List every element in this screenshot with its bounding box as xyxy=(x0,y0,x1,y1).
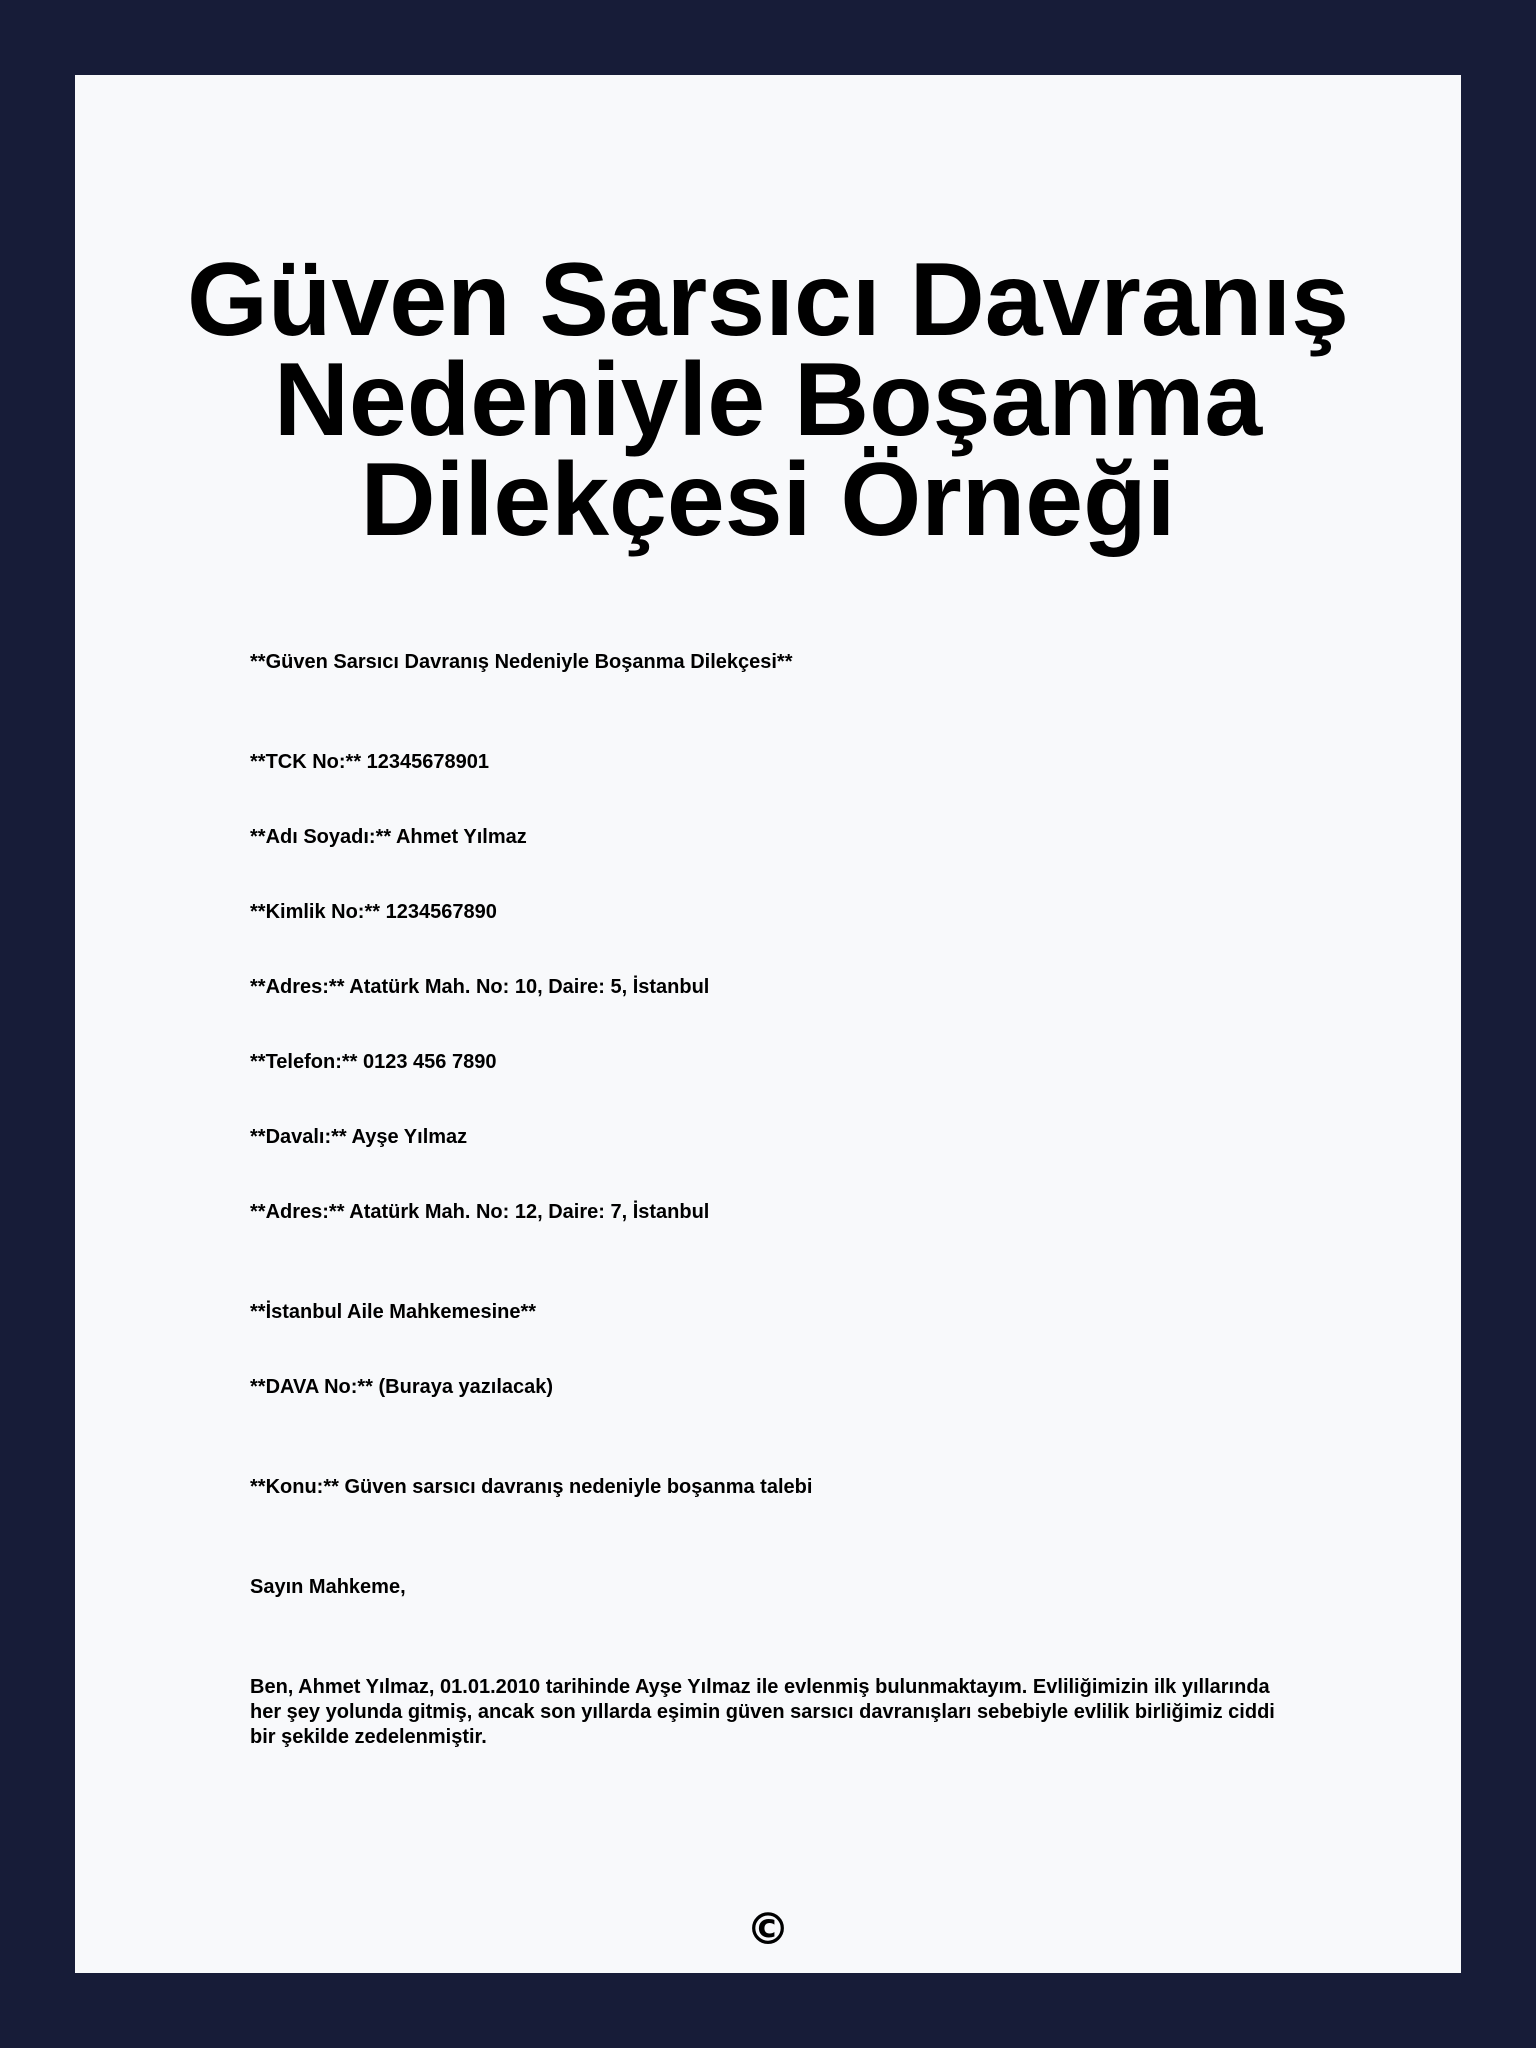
case-number: **DAVA No:** (Buraya yazılacak) xyxy=(250,1376,554,1398)
subject-line: **Konu:** Güven sarsıcı davranış nedeniyle boşanma talebi xyxy=(250,1476,813,1498)
salutation: Sayın Mahkeme, xyxy=(250,1576,406,1598)
document-title: Güven Sarsıcı Davranış Nedeniyle Boşanma Dilekçesi Örneği xyxy=(187,242,1349,558)
field-name: **Adı Soyadı:** Ahmet Yılmaz xyxy=(250,826,527,848)
field-id-no: **Kimlik No:** 1234567890 xyxy=(250,901,497,923)
document-page xyxy=(75,75,1461,1973)
field-tck-no: **TCK No:** 12345678901 xyxy=(250,751,490,773)
field-address-defendant: **Adres:** Atatürk Mah. No: 12, Daire: 7, İstanbul xyxy=(250,1201,710,1223)
body-paragraph: Ben, Ahmet Yılmaz, 01.01.2010 tarihinde Ayşe Yılmaz ile evlenmiş bulunmaktayım. Evliliğimizin ilk yıllarında her şey yolunda gitmiş, ancak son yıllarda eşimin güven sarsıcı davranışları sebebiyle evlilik birliğimiz ciddi bir şekilde zedelenmiştir. xyxy=(250,1676,1275,1748)
field-address-plaintiff: **Adres:** Atatürk Mah. No: 10, Daire: 5, İstanbul xyxy=(250,976,710,998)
copyright-icon: © xyxy=(746,1904,790,1955)
court-name: **İstanbul Aile Mahkemesine** xyxy=(250,1301,537,1323)
field-defendant: **Davalı:** Ayşe Yılmaz xyxy=(250,1126,468,1148)
field-phone: **Telefon:** 0123 456 7890 xyxy=(250,1051,497,1073)
document-heading: **Güven Sarsıcı Davranış Nedeniyle Boşanma Dilekçesi** xyxy=(250,651,793,673)
